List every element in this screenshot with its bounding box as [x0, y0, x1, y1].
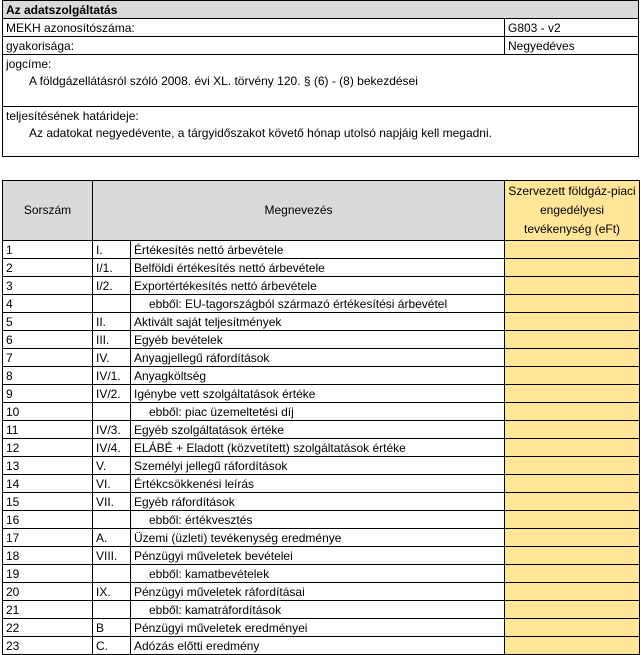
legal-basis-value: A földgázellátásról szóló 2008. évi XL. törvény 120. § (6) - (8) bekezdései	[3, 73, 639, 107]
amount-input-cell[interactable]	[505, 565, 640, 583]
amount-input-cell[interactable]	[505, 385, 640, 403]
table-row	[3, 637, 640, 655]
row-description: Üzemi (üzleti) tevékenység eredménye	[131, 529, 505, 547]
table-row	[3, 583, 640, 601]
row-description: Aktivált saját teljesítmények	[131, 313, 505, 331]
table-row	[3, 511, 640, 529]
table-row	[3, 277, 640, 295]
row-number: 15	[3, 493, 93, 511]
table-row	[3, 529, 640, 547]
row-description: Egyéb szolgáltatások értéke	[131, 421, 505, 439]
table-row	[3, 241, 640, 259]
amount-input-cell[interactable]	[505, 277, 640, 295]
row-number: 3	[3, 277, 93, 295]
deadline-value: Az adatokat negyedévente, a tárgyidőszakot követő hónap utolsó napjáig kell megadni.	[3, 125, 639, 157]
row-description: ebből: kamatbevételek	[131, 565, 505, 583]
data-table	[2, 180, 640, 655]
row-description: Személyi jellegű ráfordítások	[131, 457, 505, 475]
row-description: Adózás előtti eredmény	[131, 637, 505, 655]
table-row	[3, 547, 640, 565]
header-serial: Sorszám	[3, 181, 93, 241]
row-description: Belföldi értékesítés nettó árbevétele	[131, 259, 505, 277]
row-code	[93, 601, 131, 619]
row-description: Értékesítés nettó árbevétele	[131, 241, 505, 259]
amount-input-cell[interactable]	[505, 421, 640, 439]
row-code: IV/1.	[93, 367, 131, 385]
row-code: I/2.	[93, 277, 131, 295]
row-code	[93, 295, 131, 313]
row-code: IX.	[93, 583, 131, 601]
row-description: Értékcsökkenési leírás	[131, 475, 505, 493]
row-number: 5	[3, 313, 93, 331]
row-code: IV/2.	[93, 385, 131, 403]
row-number: 2	[3, 259, 93, 277]
row-code: III.	[93, 331, 131, 349]
frequency-value: Negyedéves	[505, 37, 639, 55]
row-number: 4	[3, 295, 93, 313]
row-code: IV/4.	[93, 439, 131, 457]
table-row	[3, 421, 640, 439]
row-description: ebből: kamatráfordítások	[131, 601, 505, 619]
row-description: Anyagjellegű ráfordítások	[131, 349, 505, 367]
row-description: Egyéb bevételek	[131, 331, 505, 349]
row-description: Exportértékesítés nettó árbevétele	[131, 277, 505, 295]
row-number: 7	[3, 349, 93, 367]
table-row	[3, 331, 640, 349]
amount-input-cell[interactable]	[505, 493, 640, 511]
mekh-id-value: G803 - v2	[505, 19, 639, 37]
row-description: Anyagköltség	[131, 367, 505, 385]
row-code: IV.	[93, 349, 131, 367]
amount-input-cell[interactable]	[505, 601, 640, 619]
row-description: Pénzügyi műveletek eredményei	[131, 619, 505, 637]
amount-input-cell[interactable]	[505, 457, 640, 475]
header-description: Megnevezés	[93, 181, 505, 241]
row-number: 9	[3, 385, 93, 403]
amount-input-cell[interactable]	[505, 637, 640, 655]
table-row	[3, 295, 640, 313]
amount-input-cell[interactable]	[505, 259, 640, 277]
table-row	[3, 493, 640, 511]
info-table	[2, 0, 639, 157]
deadline-label: teljesítésének határideje:	[3, 107, 639, 125]
amount-input-cell[interactable]	[505, 295, 640, 313]
row-code: B	[93, 619, 131, 637]
header-amount: Szervezett földgáz-piaci engedélyesi tevékenység (eFt)	[505, 181, 640, 241]
row-code: I.	[93, 241, 131, 259]
table-row	[3, 439, 640, 457]
row-code: II.	[93, 313, 131, 331]
table-row	[3, 367, 640, 385]
table-row	[3, 259, 640, 277]
row-code: VIII.	[93, 547, 131, 565]
amount-input-cell[interactable]	[505, 511, 640, 529]
row-code: C.	[93, 637, 131, 655]
row-number: 23	[3, 637, 93, 655]
amount-input-cell[interactable]	[505, 241, 640, 259]
amount-input-cell[interactable]	[505, 583, 640, 601]
amount-input-cell[interactable]	[505, 475, 640, 493]
row-description: ebből: értékvesztés	[131, 511, 505, 529]
table-row	[3, 565, 640, 583]
row-description: ebből: piac üzemeltetési díj	[131, 403, 505, 421]
row-number: 1	[3, 241, 93, 259]
row-code: A.	[93, 529, 131, 547]
amount-input-cell[interactable]	[505, 529, 640, 547]
amount-input-cell[interactable]	[505, 367, 640, 385]
row-number: 12	[3, 439, 93, 457]
row-code: I/1.	[93, 259, 131, 277]
table-row	[3, 475, 640, 493]
row-description: ELÁBÉ + Eladott (közvetített) szolgáltatások értéke	[131, 439, 505, 457]
frequency-label: gyakorisága:	[3, 37, 505, 55]
table-row	[3, 619, 640, 637]
row-code	[93, 511, 131, 529]
row-number: 20	[3, 583, 93, 601]
row-number: 10	[3, 403, 93, 421]
row-number: 18	[3, 547, 93, 565]
row-number: 21	[3, 601, 93, 619]
table-row	[3, 601, 640, 619]
row-description: Igénybe vett szolgáltatások értéke	[131, 385, 505, 403]
amount-input-cell[interactable]	[505, 403, 640, 421]
row-code	[93, 565, 131, 583]
section-title: Az adatszolgáltatás	[3, 1, 639, 19]
row-number: 6	[3, 331, 93, 349]
amount-input-cell[interactable]	[505, 619, 640, 637]
table-row	[3, 385, 640, 403]
legal-basis-label: jogcíme:	[3, 55, 639, 73]
table-row	[3, 457, 640, 475]
row-number: 19	[3, 565, 93, 583]
amount-input-cell[interactable]	[505, 331, 640, 349]
amount-input-cell[interactable]	[505, 439, 640, 457]
row-number: 22	[3, 619, 93, 637]
row-number: 16	[3, 511, 93, 529]
table-row	[3, 349, 640, 367]
row-description: Pénzügyi műveletek bevételei	[131, 547, 505, 565]
amount-input-cell[interactable]	[505, 313, 640, 331]
row-code: IV/3.	[93, 421, 131, 439]
row-code: V.	[93, 457, 131, 475]
row-number: 11	[3, 421, 93, 439]
amount-input-cell[interactable]	[505, 547, 640, 565]
row-code: VI.	[93, 475, 131, 493]
row-description: Egyéb ráfordítások	[131, 493, 505, 511]
row-code: VII.	[93, 493, 131, 511]
table-row	[3, 313, 640, 331]
row-description: Pénzügyi műveletek ráfordításai	[131, 583, 505, 601]
row-description: ebből: EU-tagországból származó értékesítési árbevétel	[131, 295, 505, 313]
row-code	[93, 403, 131, 421]
row-number: 17	[3, 529, 93, 547]
amount-input-cell[interactable]	[505, 349, 640, 367]
row-number: 13	[3, 457, 93, 475]
row-number: 14	[3, 475, 93, 493]
table-row	[3, 403, 640, 421]
row-number: 8	[3, 367, 93, 385]
mekh-id-label: MEKH azonosítószáma:	[3, 19, 505, 37]
